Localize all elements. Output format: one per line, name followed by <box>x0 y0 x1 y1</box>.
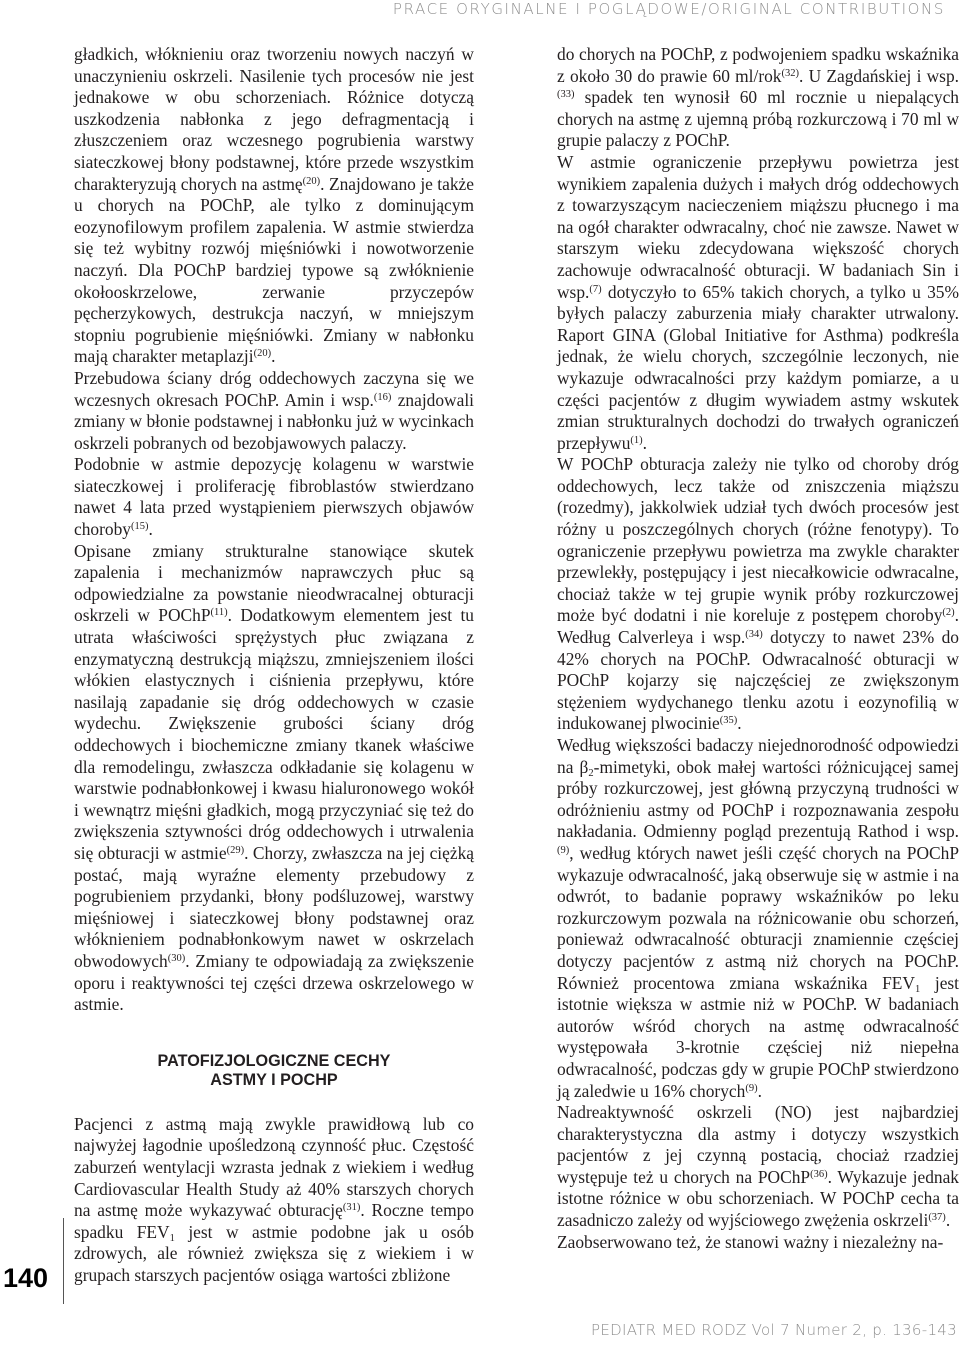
citation-ref: (29) <box>226 844 245 856</box>
citation-ref: (32) <box>781 67 800 79</box>
paragraph: Pacjenci z astmą mają zwykle prawidłową lub co najwyżej łagodnie upośledzoną czynność płuc. Częstość zaburzeń wentylacji wzrasta jednak z wiekiem i według Cardiovascular Health Study aż 40% starszych chorych na astmę może wykazywać obturację$^{(31)}$. Roczne tempo spadku $FEV_1$ jest w astmie podobne jak u osób zdrowych, ale również zwiększa się z wiekiem i w grupach starszych pacjentów osiąga wartości zbliżone <box>74 1113 474 1285</box>
paragraph: W astmie ograniczenie przepływu powietrza jest wynikiem zapalenia dużych i małych dróg oddechowych z towarzyszącym nacieczeniem miąższu płucnego i ma na ogół charakter odwracalny, choć nie zawsze. Nawet w starszym wieku zdecydowana większość chorych zachowuje odwracalność obturacji. W badaniach Sin i wsp.$^{(7)}$ dotyczyło to 65% takich chorych, a tylko u 35% byłych palaczy zaburzenia miały charakter utrwalony. Raport GINA (Global Initiative for Asthma) podkreśla jednak, że wielu chorych, szczególnie leczonych, nie wykazuje odwracalności przy każdym pomiarze, a u części pacjentów z długim wywiadem astmy wskutek zmian strukturalnych dochodzi do trwałych ograniczeń przepływu$^{(1)}$. <box>557 151 959 453</box>
paragraph: Podobnie w astmie depozycję kolagenu w warstwie siateczkowej i proliferację fibroblastów stwierdzano nawet 4 lata przed wystąpieniem pierwszych objawów choroby$^{(15)}$. <box>74 454 474 540</box>
journal-section-title: PRACE ORYGINALNE I POGLĄDOWE/ORIGINAL CONTRIBUTIONS <box>392 0 945 18</box>
paragraph: gładkich, włóknieniu oraz tworzeniu nowych naczyń w unaczynieniu oskrzeli. Nasilenie tych procesów nie jest jednakowe w obu schorzeniach. Różnice dotyczą uszkodzenia nabłonka z jego defragmentacją i złuszczeniem oraz wczesnego pogrubienia warstwy siateczkowej błony podstawnej, które przede wszystkim charakteryzują chorych na astmę$^{(20)}$. Znajdowano je także u chorych na POChP, ale tylko z dominującym eozynofilowym profilem zapalenia. W astmie stwierdza się też wybitny rozwój mięśniówki i nowotworzenie naczyń. Dla POChP bardziej typowe są zwłóknienie okołooskrzelowe, zerwanie przyczepów pęcherzykowych, destrukcja naczyń, w mniejszym stopniu pogrubienie mięśniówki. Zmiany w nabłonku mają charakter metaplazji$^{(20)}$. <box>74 44 474 367</box>
journal-citation-footer: PEDIATR MED RODZ Vol 7 Numer 2, p. 136-143 <box>591 1321 957 1339</box>
citation-ref: (31) <box>342 1202 361 1214</box>
citation-ref: (20) <box>253 348 272 360</box>
paragraph: Nadreaktywność oskrzeli (NO) jest najbardziej charakterystyczna dla astmy i dotyczy wszystkich pacjentów z jej czynną postacią, chociaż rzadziej występuje też u chorych na POChP$^{(36)}$. Wykazuje jednak istotne różnice w obu schorzeniach. W POChP cecha ta zasadniczo zależy od wyjściowego zwężenia oskrzeli$^{(37)}$. <box>557 1102 959 1231</box>
paragraph: Opisane zmiany strukturalne stanowiące skutek zapalenia i mechanizmów naprawczych płuc są odpowiedzialne za powstanie nieodwracalnej obturacji oskrzeli w POChP$^{(11)}$. Dodatkowym elementem jest tu utrata właściwości sprężystych płuc związana z enzymatyczną destrukcją miąższu, zmniejszeniem ilości włókien elastycznych i ciśnienia przepływu, które nasilają zapadanie się dróg oddechowych w czasie wydechu. Zwiększenie grubości ściany dróg oddechowych i biochemiczne zmiany tkanek właściwe dla remodelingu, zwłaszcza odkładanie się kolagenu w warstwie podnabłonkowej i kwasu hialuronowego wokół i wewnątrz mięśni gładkich, mogą przyczyniać się też do zwiększenia sztywności dróg oddechowych i utrwalenia się obturacji w astmie$^{(29)}$. Chorzy, zwłaszcza na jej ciężką postać, mają wyraźne elementy przebudowy z pogrubieniem przydanki, błony podśluzowej, warstwy mięśniowej i siateczkowej błony podstawnej oraz włóknieniem podnabłonkowym nawet w oskrzelach obwodowych$^{(30)}$. Zmiany te odpowiadają za zwiększenie oporu i reaktywności tej części drzewa oskrzelowego w astmie. <box>74 540 474 1015</box>
paragraph: do chorych na POChP, z podwojeniem spadku wskaźnika z około 30 do prawie 60 ml/rok$^{(32)}$. U Zagdańskiej i wsp.$^{(33)}$ spadek ten wynosił 60 ml rocznie u niepalących chorych na astmę z ujemną próbą rozkurczową i 70 ml w grupie palaczy z POChP. <box>557 44 959 151</box>
citation-ref: (1) <box>630 434 643 446</box>
paragraph: W POChP obturacja zależy nie tylko od choroby dróg oddechowych, lecz także od zniszczenia miąższu (rozedmy), jakkolwiek udział tych dwóch procesów jest różny u poszczególnych chorych (różne fenotypy). To ograniczenie przepływu powietrza ma zwykle charakter przewlekły, postępujący i jest niecałkowicie odwracalne, chociaż także w tej grupie wynik próby rozkurczowej może być dodatni i nie koreluje z postępem choroby$^{(2)}$. Według Calverleya i wsp.$^{(34)}$ dotyczy to nawet 23% do 42% chorych na POChP. Odwracalność obturacji w POChP kojarzy się najczęściej ze zwiększonym stężeniem wydychanego tlenku azotu i eozynofilią w indukowanej plwocinie$^{(35)}$. <box>557 454 959 734</box>
citation-ref: (35) <box>719 715 738 727</box>
section-heading: PATOFIZJOLOGICZNE CECHY ASTMY I POCHP <box>157 1051 391 1089</box>
citation-ref: (2) <box>942 607 955 619</box>
paragraph: Zaobserwowano też, że stanowi ważny i niezależny na- <box>557 1231 944 1252</box>
citation-ref: (7) <box>589 283 602 295</box>
paragraph: Według większości badaczy niejednorodność odpowiedzi na $\beta_2$-mimetyki, obok małej wartości różnicującej samej próby rozkurczowej, jest główną przyczyną trudności w odróżnieniu astmy od POChP i rozpoznawania zespołu nakładania. Odmienny pogląd prezentują Rathod i wsp.$^{(9)}$, według których nawet jeśli część chorych na POChP wykazuje odwracalność, jaką obserwuje się w astmie i na odwrót, to badanie poprawy wskaźników po leku rozkurczowym pozwala na różnicowanie obu schorzeń, ponieważ odwracalność obturacji znamiennie częściej dotyczy pacjentów z astmą niż chorych na POChP. Również procentowa zmiana wskaźnika $FEV_1$ jest istotnie większa w astmie niż w POChP. W badaniach autorów wśród chorych na astmę odwracalność występowała 3-krotnie częściej niż niepełna odwracalność, podczas gdy w grupie POChP stwierdzono ją zaledwie u 16% chorych$^{(9)}$. <box>557 735 960 1101</box>
left-column <box>74 44 474 1286</box>
citation-ref: (9) <box>745 1082 758 1094</box>
citation-ref: (30) <box>167 952 186 964</box>
citation-ref: (20) <box>302 175 321 187</box>
citation-ref: (9) <box>557 844 570 856</box>
paragraph: Przebudowa ściany dróg oddechowych zaczyna się we wczesnych okresach POChP. Amin i wsp.$^{(16)}$ znajdowali zmiany w błonie podstawnej i nabłonku już w wycinkach oskrzeli pobranych od bezobjawowych palaczy. <box>74 367 474 453</box>
citation-ref: (34) <box>745 629 763 641</box>
citation-ref: (36) <box>810 1168 828 1180</box>
running-header <box>150 0 945 22</box>
citation-ref: (33) <box>557 89 575 101</box>
page-number: 140 <box>3 1263 49 1293</box>
page-number-divider <box>63 1218 64 1304</box>
right-column <box>557 44 959 1253</box>
citation-ref: (16) <box>373 391 392 403</box>
citation-ref: (15) <box>131 521 149 533</box>
citation-ref: (11) <box>210 607 228 619</box>
citation-ref: (37) <box>928 1212 946 1224</box>
